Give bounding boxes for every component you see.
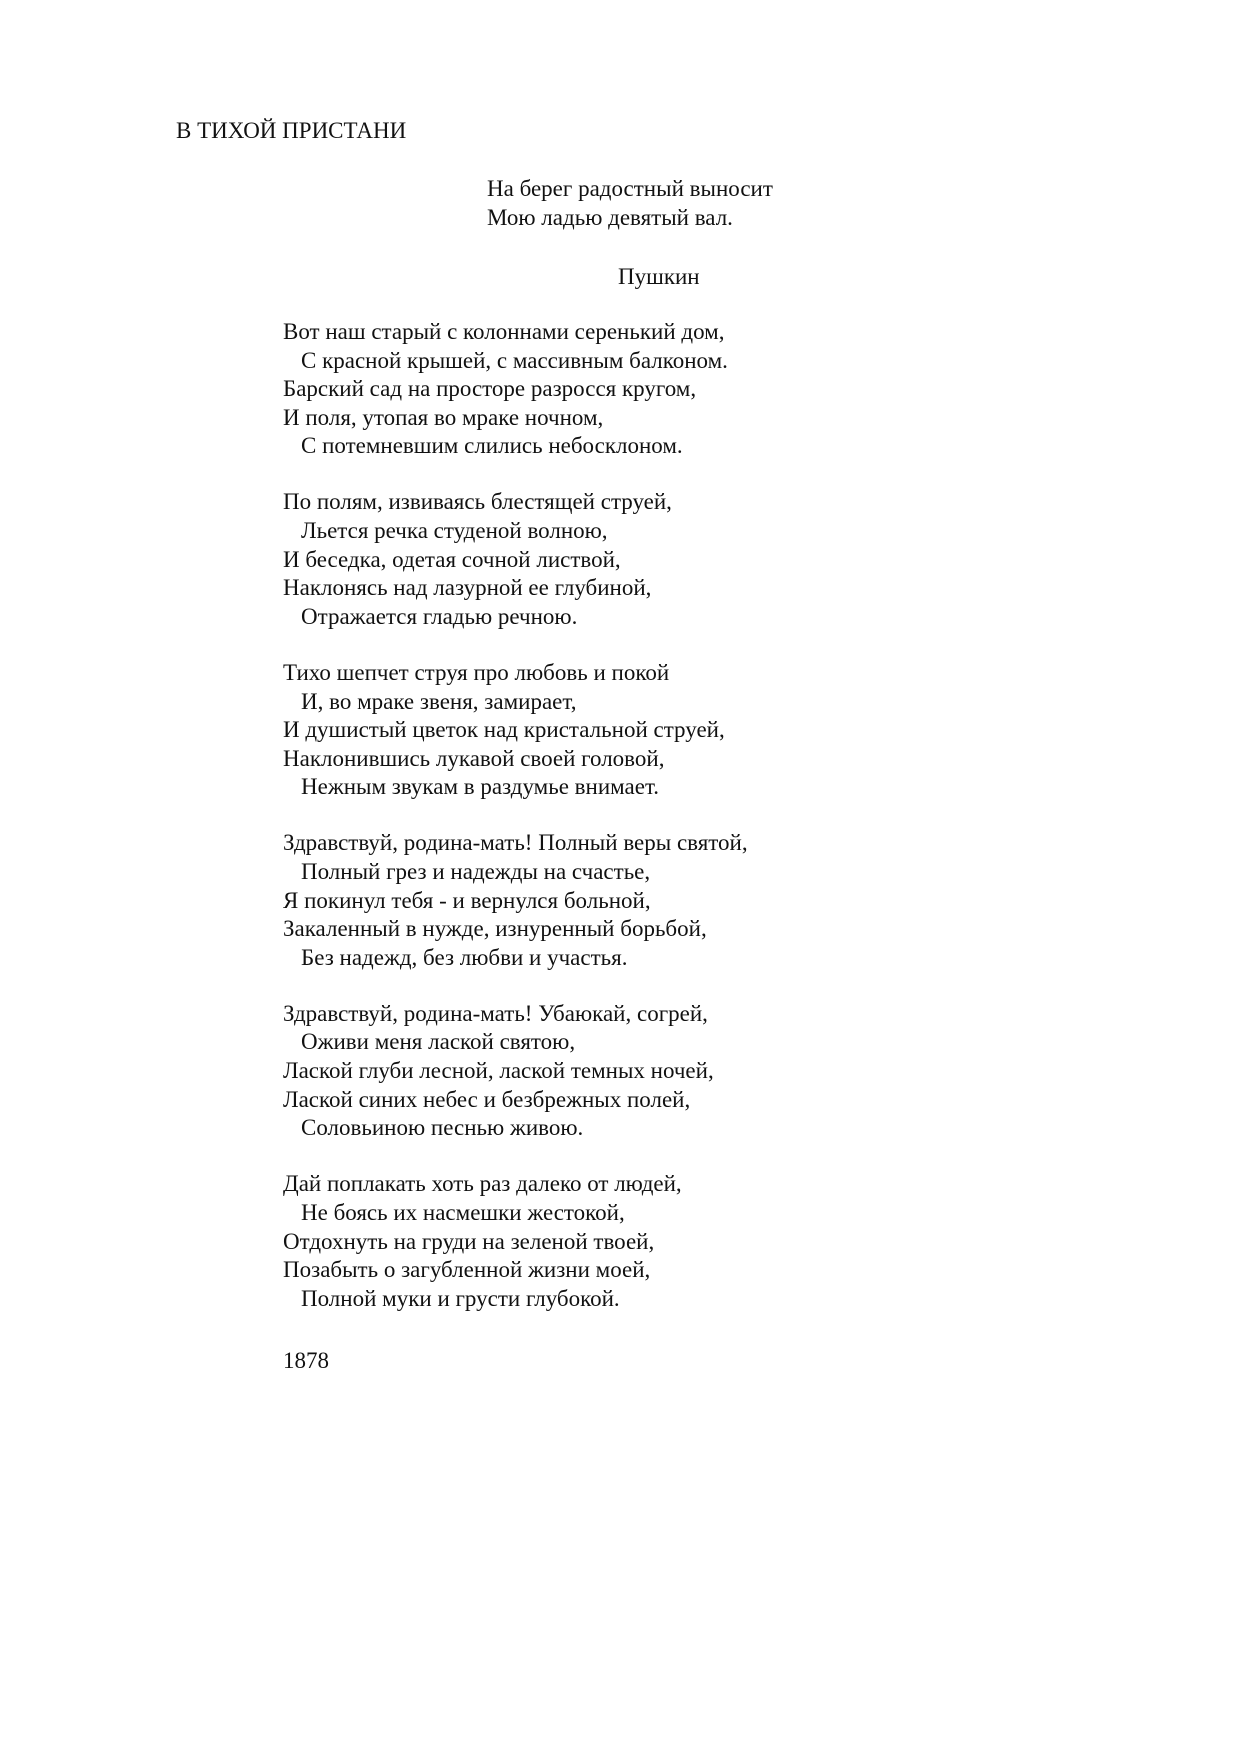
stanza (283, 1170, 748, 1313)
verse-line: Позабыть о загубленной жизни моей, (283, 1257, 651, 1283)
verse-line: И поля, утопая во мраке ночном, (283, 404, 604, 430)
verse-line: Закаленный в нужде, изнуренный борьбой, (283, 916, 707, 942)
stanza (283, 829, 748, 972)
verse-line: С потемневшим слились небосклоном. (301, 433, 683, 459)
verse-line: Дай поплакать хоть раз далеко от людей, (283, 1171, 682, 1197)
verse-line: Полный грез и надежды на счастье, (301, 859, 651, 884)
verse-line: Нежным звукам в раздумье внимает. (301, 774, 660, 800)
stanza (283, 488, 748, 631)
verse-line: Соловьиною песнью живою. (301, 1115, 584, 1141)
verse-line: Здравствуй, родина-мать! Полный веры святой, (283, 830, 748, 856)
verse-line: Отражается гладью речною. (301, 603, 578, 629)
verse-line: Лаской глуби лесной, лаской темных ночей, (283, 1058, 714, 1084)
verse-line: И душистый цветок над кристальной струей, (283, 717, 725, 743)
stanza (283, 318, 748, 461)
verse-line: Льется речка студеной волною, (301, 518, 608, 544)
epigraph-author: Пушкин (618, 264, 700, 289)
stanza (283, 659, 748, 802)
epigraph (487, 174, 773, 232)
verse-line: Отдохнуть на груди на зеленой твоей, (283, 1228, 655, 1254)
verse-line: Не боясь их насмешки жестокой, (301, 1199, 625, 1225)
poem-body (283, 318, 748, 1341)
verse-line: Барский сад на просторе разросся кругом, (283, 376, 697, 402)
verse-line: И беседка, одетая сочной листвой, (283, 546, 621, 572)
verse-line: Оживи меня лаской святою, (301, 1029, 576, 1055)
poem-date: 1878 (283, 1348, 329, 1373)
verse-line: С красной крышей, с массивным балконом. (301, 347, 728, 373)
epigraph-line: Мою ладью девятый вал. (487, 205, 733, 230)
stanza (283, 1000, 748, 1143)
verse-line: Здравствуй, родина-мать! Убаюкай, согрей, (283, 1000, 708, 1026)
verse-line: Наклонившись лукавой своей головой, (283, 745, 665, 771)
verse-line: Лаской синих небес и безбрежных полей, (283, 1086, 691, 1112)
verse-line: Вот наш старый с колоннами серенький дом, (283, 319, 725, 344)
verse-line: Наклонясь над лазурной ее глубиной, (283, 575, 652, 601)
verse-line: Без надежд, без любви и участья. (301, 944, 628, 970)
verse-line: Я покинул тебя - и вернулся больной, (283, 887, 651, 913)
poem-title: В ТИХОЙ ПРИСТАНИ (176, 118, 407, 143)
verse-line: Полной муки и грусти глубокой. (301, 1285, 620, 1311)
verse-line: И, во мраке звеня, замирает, (301, 688, 577, 714)
epigraph-line: На берег радостный выносит (487, 176, 773, 201)
verse-line: Тихо шепчет струя про любовь и покой (283, 659, 670, 685)
verse-line: По полям, извиваясь блестящей струей, (283, 489, 672, 515)
